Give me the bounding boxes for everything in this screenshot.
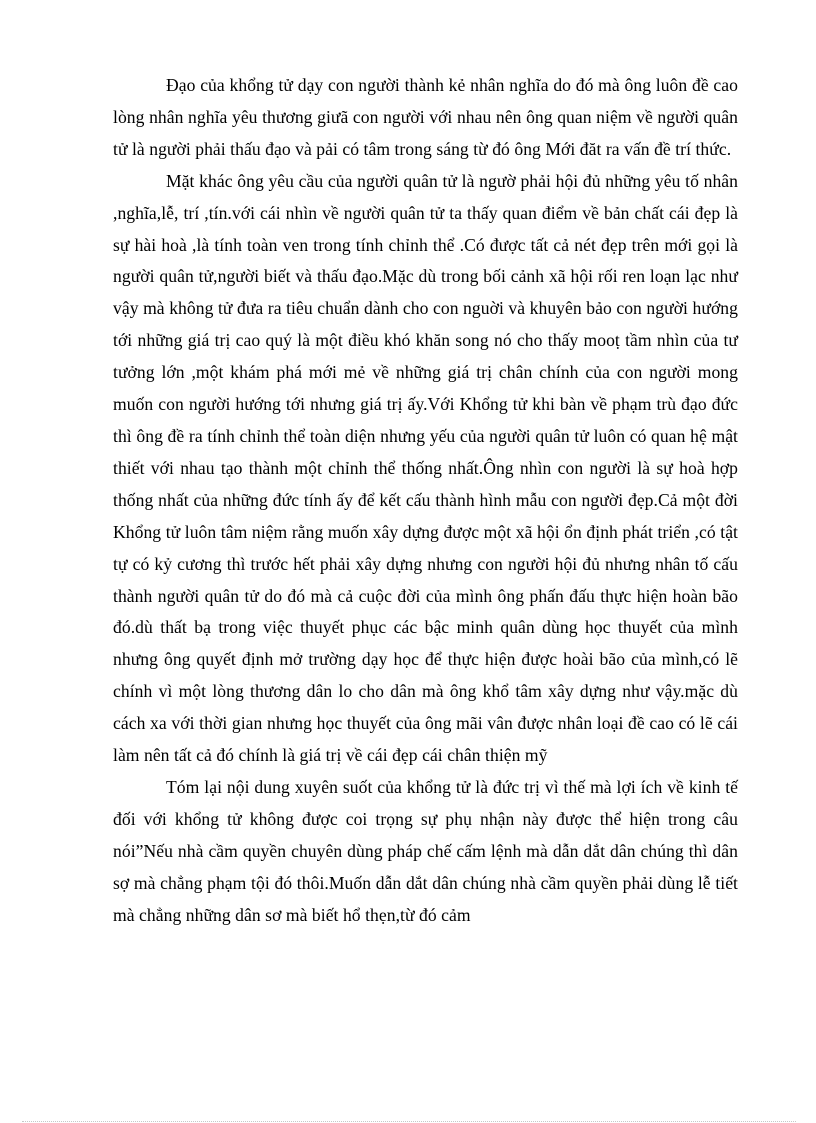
paragraph-2: Mặt khác ông yêu cầu của người quân tử là ngườ phải hội đủ những yêu tố nhân ,nghĩa,lễ, trí ,tín.với cái nhìn về người quân tử ta thấy quan điểm về bản chất cái đẹp là sự hài hoà ,là tính toàn ven trong tính chỉnh thể .Có được tất cả nét đẹp trên mới gọi là người quân tử,người biết và thấu đạo.Mặc dù trong bối cảnh xã hội rối ren loạn lạc như vậy mà không tử đưa ra tiêu chuẩn dành cho con nguời và khuyên bảo con người hướng tới những giá trị cao quý là một điều khó khăn song nó cho thấy mooṭ tầm nhìn của tư tưởng lớn ,một khám phá mới mẻ về những giá trị chân chính của con người mong muốn con người hướng tới nhưng giá trị ấy.Với Khổng tử khi bàn về phạm trù đạo đức thì ông đề ra tính chỉnh thể toàn diện nhưng yếu của người quân tử luôn có quan hệ mật thiết với nhau tạo thành một chỉnh thể thống nhất.Ông nhìn con người là sự hoà hợp thống nhất của những đức tính ấy để kết cấu thành hình mẫu con người đẹp.Cả một đời Khổng tử luôn tâm niệm rằng muốn xây dựng được một xã hội ổn định phát triển ,có tật tự có kỷ cương thì trước hết phải xây dựng nhưng con người hội đủ nhưng nhân tố cấu thành người quân tử do đó mà cả cuộc đời của mình ông phấn đấu thực hiện hoàn bão đó.dù thất bạ trong việc thuyết phục các bậc minh quân dùng học thuyết của mình nhưng ông quyết định mở trường dạy học để thực hiện được hoài bão của mình,có lẽ chính vì một lòng thương dân lo cho dân mà ông khổ tâm xây dựng như vậy.mặc dù cách xa với thời gian nhưng học thuyết của ông mãi vân được nhân loại đề cao có lẽ cái làm nên tất cả đó chính là giá trị về cái đẹp cái chân thiện mỹ — [113, 170, 738, 766]
body-text — [113, 70, 738, 931]
paragraph-1: Đạo của khổng tử dạy con người thành kẻ nhân nghĩa do đó mà ông luôn đề cao lòng nhân nghĩa yêu thương giưã con người với nhau nên ông quan niệm về người quân tử là người phải thấu đạo và pải có tâm trong sáng từ đó ông Mới đăt ra vấn đề trí thức. — [113, 75, 738, 159]
paragraph-3: Tóm lại nội dung xuyên suốt của khổng tử là đức trị vì thế mà lợi ích về kinh tế đối với khổng tử không được coi trọng sự phụ nhận này được thể hiện trong câu nói”Nếu nhà cầm quyền chuyên dùng pháp chế cấm lệnh mà dẫn dắt dân chúng thì dân sợ mà chẳng phạm tội đó thôi.Muốn dẫn dắt dân chúng nhà cầm quyền phải dùng lễ tiết mà chẳng những dân sơ mà biết hổ thẹn,từ đó cảm — [113, 776, 738, 925]
page-bottom-border — [22, 1121, 796, 1122]
